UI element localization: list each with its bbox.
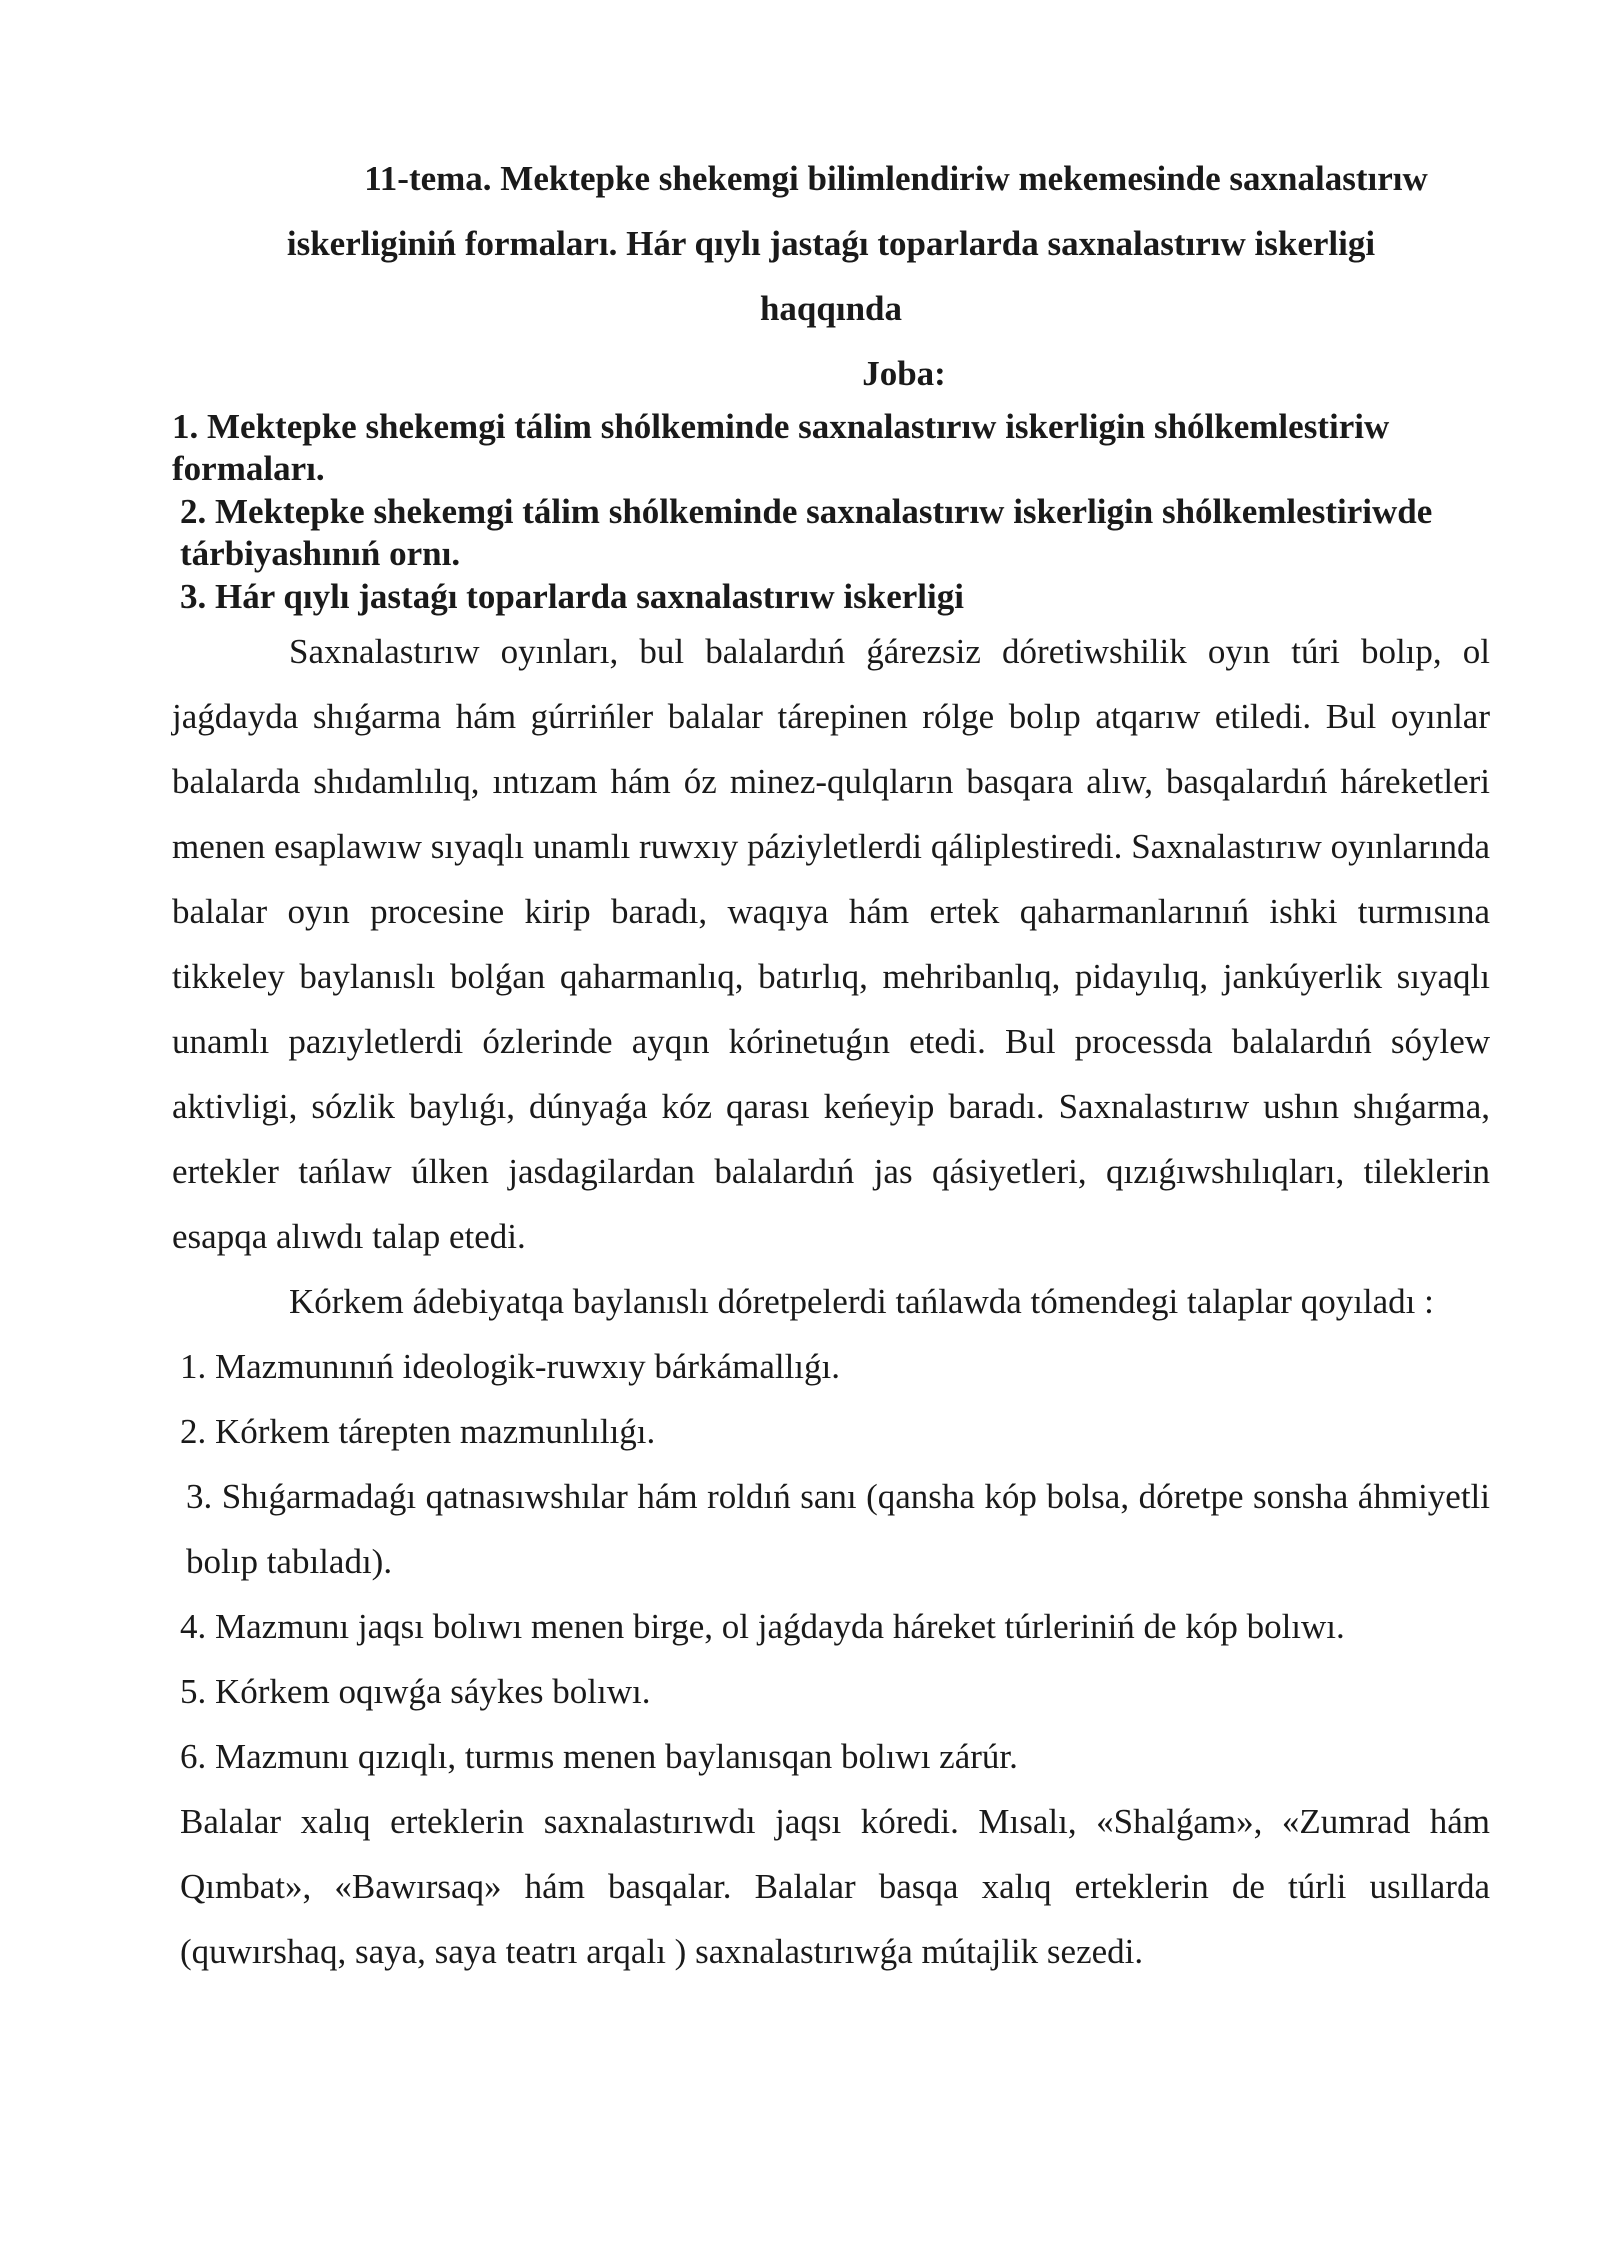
requirement-item-5: 5. Kórkem oqıwǵa sáykes bolıwı.: [180, 1672, 651, 1711]
requirement-item-3: 3. Shıǵarmadaǵı qatnasıwshılar hám roldıń sanı (qansha kóp bolsa, dóretpe sonsha áhmiyetli bolıp tabıladı).: [186, 1477, 1490, 1581]
title-line-2: iskerliginiń formaları. Hár qıylı jastaǵı toparlarda saxnalastırıw iskerligi: [286, 224, 1376, 263]
plan-item-2: 2. Mektepke shekemgi tálim shólkeminde saxnalastırıw iskerligin shólkemlestiriwde tárbiyashınıń ornı.: [180, 492, 1433, 573]
requirement-item-4: 4. Mazmunı jaqsı bolıwı menen birge, ol jaǵdayda háreket túrleriniń de kóp bolıwı.: [180, 1607, 1345, 1646]
plan-item-1: 1. Mektepke shekemgi tálim shólkeminde saxnalastırıw iskerligin shólkemlestiriw formaları.: [172, 407, 1390, 488]
plan-item-3: 3. Hár qıylı jastaǵı toparlarda saxnalastırıw iskerligi: [180, 577, 964, 616]
requirement-item-1: 1. Mazmunınıń ideologik-ruwxıy bárkámallıǵı.: [180, 1347, 841, 1386]
plan-list: [172, 406, 1490, 618]
plan-heading: Joba:: [862, 354, 946, 393]
document-page: [172, 146, 1490, 1984]
document-title: [172, 146, 1490, 341]
paragraph-intro: Saxnalastırıw oyınları, bul balalardıń ǵárezsiz dóretiwshilik oyın túri bolıp, ol jaǵdayda shıǵarma hám gúrrińler balalar tárepinen rólge bolıp atqarıw etiledi. Bul oyınlar balalarda shıdamlılıq, ıntızam hám óz minez-qulqların basqara alıw, basqalardıń háreketleri menen esaplawıw sıyaqlı unamlı ruwxıy páziyletlerdi qáliplestiredi. Saxnalastırıw oyınlarında balalar oyın procesine kirip baradı, waqıya hám ertek qaharmanlarınıń ishki turmısına tikkeley baylanıslı bolǵan qaharmanlıq, batırlıq, mehribanlıq, pidayılıq, jankúyerlik sıyaqlı unamlı pazıyletlerdi ózlerinde ayqın kórinetuǵın etedi. Bul processda balalardıń sóylew aktivligi, sózlik baylıǵı, dúnyaǵa kóz qarası keńeyip baradı. Saxnalastırıw ushın shıǵarma, ertekler tańlaw úlken jasdagilardan balalardıń jas qásiyetleri, qızıǵıwshılıqları, tileklerin esapqa alıwdı talap etedi.: [172, 632, 1490, 1256]
requirement-item-2: 2. Kórkem tárepten mazmunlılıǵı.: [180, 1412, 656, 1451]
paragraph-requirements-intro: Kórkem ádebiyatqa baylanıslı dóretpelerdi tańlawda tómendegi talaplar qoyıladı :: [289, 1282, 1434, 1321]
paragraph-folk-tales: Balalar xalıq erteklerin saxnalastırıwdı jaqsı kóredi. Mısalı, «Shalǵam», «Zumrad hám Qımbat», «Bawırsaq» hám basqalar. Balalar basqa xalıq erteklerin de túrli usıllarda (quwırshaq, saya, saya teatrı arqalı ) saxnalastırıwǵa mútajlik sezedi.: [180, 1802, 1490, 1971]
title-line-3: haqqında: [759, 289, 903, 328]
title-line-1: 11-tema. Mektepke shekemgi bilimlendiriw mekemesinde saxnalastırıw: [364, 159, 1428, 198]
requirement-item-6: 6. Mazmunı qızıqlı, turmıs menen baylanısqan bolıwı zárúr.: [180, 1737, 1018, 1776]
requirements-list: [172, 1334, 1490, 1789]
